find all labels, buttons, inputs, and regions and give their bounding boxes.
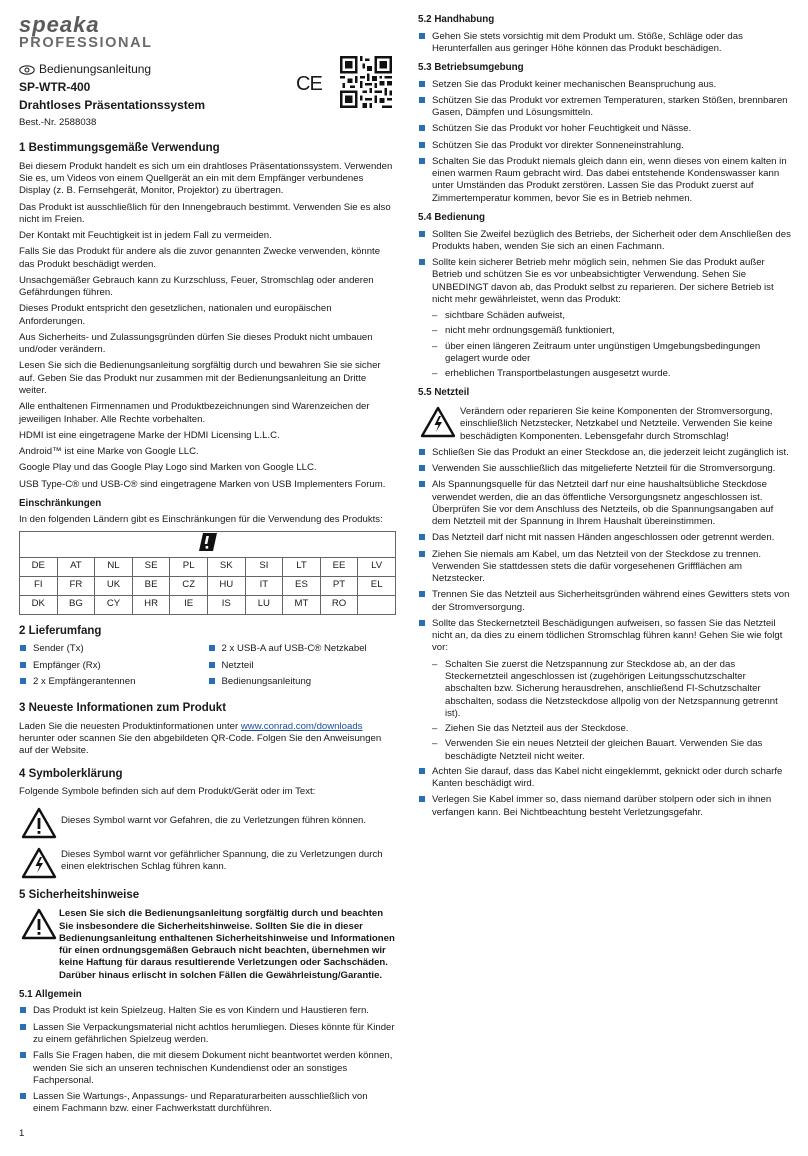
s1-paragraph: Falls Sie das Produkt für andere als die zuvor genannten Zwecke verwenden, könnte das Produkt beschädigt werden. [19,246,381,270]
restrictions-title: Einschränkungen [19,497,102,509]
country-row [20,576,396,595]
list-item: Netzteil [208,660,397,672]
operation-list [418,229,791,307]
list-item: Ziehen Sie niemals am Kabel, um das Netzteil von der Steckdose zu trennen. Verwenden Sie stattdessen stets die dafür vorgesehenen Griffflächen am Netzstecker. [418,549,791,586]
s1-paragraph: Alle enthaltenen Firmennamen und Produktbezeichnungen sind Warenzeichen der jeweiligen Inhaber. Alle Rechte vorbehalten. [19,401,370,425]
list-item: Empfänger (Rx) [19,660,208,672]
section-5-4-title: 5.4 Bedienung [418,211,485,223]
environment-list [418,79,791,205]
s4-intro: Folgende Symbole befinden sich auf dem Produkt/Gerät oder im Text: [19,786,316,798]
list-item: Verwenden Sie ausschließlich das mitgelieferte Netzteil für die Stromversorgung. [418,463,791,475]
general-list [19,1005,396,1115]
symbol-row [19,847,396,879]
s3-text: Laden Sie die neuesten Produktinformationen unter [19,720,241,732]
power-warning [418,406,791,443]
s1-paragraph: Bei diesem Produkt handelt es sich um ein drahtloses Präsentationssystem. Verwenden Sie es, um Videos von einem Quellgerät an ein mit dem Empfänger verbundenes Display (z. B. Fernsehgerät, Monitor, Projektor) zu übertragen. [19,160,393,197]
warning-text: Dieses Symbol warnt vor Gefahren, die zu Verletzungen führen können. [61,814,367,826]
list-item: Bedienungsanleitung [208,676,397,688]
brand-name: speaka [19,12,100,37]
country-cell: MT [283,595,321,614]
country-cell: HR [132,595,170,614]
list-item: Sollte kein sicherer Betrieb mehr möglich sein, nehmen Sie das Produkt außer Betrieb und schützen Sie es vor unbeabsichtigter Verwendung. Sehen Sie UNBEDINGT davon ab, das Produkt selbst zu reparieren. Der sichere Betrieb ist nicht mehr gewährleistet, wenn das Produkt: [418,257,791,306]
s1-paragraph: Android™ ist eine Marke von Google LLC. [19,446,199,458]
list-item: Sollten Sie Zweifel bezüglich des Betriebs, der Sicherheit oder dem Anschließen des Produkts haben, wenden Sie sich an einen Fachmann. [418,229,791,254]
warning-icon [19,807,59,839]
right-column [418,14,791,823]
list-item: Verlegen Sie Kabel immer so, dass niemand darüber stolpern oder sich in ihnen verfangen kann. Bei Nichtbeachtung besteht Verletzungsgefahr. [418,794,791,819]
dash-item: – Ziehen Sie das Netzteil aus der Steckdose. [432,723,791,735]
dash-item: – über einen längeren Zeitraum unter ungünstigen Umgebungsbedingungen gelagert wurde oder [432,341,791,366]
country-cell: FR [57,576,95,595]
restrictions-text: In den folgenden Ländern gibt es Einschränkungen für die Verwendung des Produkts: [19,514,383,526]
country-cell: IT [245,576,283,595]
country-cell: BG [57,595,95,614]
handling-list [418,31,791,56]
country-cell: ES [283,576,321,595]
list-item: Falls Sie Fragen haben, die mit diesem Dokument nicht beantwortet werden können, wenden Sie sich an unseren technischen Kundendienst oder an sonstiges Fachpersonal. [19,1050,396,1087]
dash-item: – nicht mehr ordnungsgemäß funktioniert, [432,325,791,337]
list-item: Trennen Sie das Netzteil aus Sicherheitsgründen während eines Gewitters stets von der Stromversorgung. [418,589,791,614]
dash-item: – Schalten Sie zuerst die Netzspannung zur Steckdose ab, an der das Steckernetzteil angeschlossen ist (zugehörigen Leitungsschutzschalter abschalten bzw. Sicherung herausdrehen, anschließend FI-Schutzschalter abschalten, sodass die Netzsteckdose allpolig von der Netzspannung getrennt ist). [432,659,791,720]
list-item: Schützen Sie das Produkt vor hoher Feuchtigkeit und Nässe. [418,123,791,135]
operation-dash-list [418,310,791,380]
order-number: Best.-Nr. 2588038 [19,117,97,129]
model-number: SP-WTR-400 [19,80,91,95]
list-item: 2 x Empfängerantennen [19,676,208,688]
list-item: Schützen Sie das Produkt vor extremen Temperaturen, starken Stößen, brennbaren Gasen, Dämpfen und Lösungsmitteln. [418,95,791,120]
section-1-title: 1 Bestimmungsgemäße Verwendung [19,142,220,154]
page-number: 1 [19,1128,25,1139]
country-cell: FI [20,576,58,595]
brand-logo [19,14,396,54]
country-cell: EL [358,576,396,595]
country-cell: NL [95,557,133,576]
country-table [19,531,396,615]
country-cell: IS [207,595,245,614]
country-cell: SI [245,557,283,576]
s1-paragraph: Aus Sicherheits- und Zulassungsgründen dürfen Sie dieses Produkt nicht umbauen und/oder verändern. [19,331,373,356]
country-cell: HU [207,576,245,595]
s1-paragraph: Das Produkt ist ausschließlich für den Innengebrauch bestimmt. Verwenden Sie es also nicht im Freien. [19,201,391,225]
country-cell: RO [320,595,358,614]
list-item: Schützen Sie das Produkt vor direkter Sonneneinstrahlung. [418,140,791,152]
list-item: Gehen Sie stets vorsichtig mit dem Produkt um. Stöße, Schläge oder das Herunterfallen aus geringer Höhe können das Produkt beschädigen. [418,31,791,56]
country-cell: SE [132,557,170,576]
s1-paragraph: USB Type-C® und USB-C® sind eingetragene Marken von USB Implementers Forum. [19,478,386,490]
s1-paragraph: Lesen Sie sich die Bedienungsanleitung sorgfältig durch und bewahren Sie sie sicher auf. Geben Sie das Produkt nur zusammen mit der Bedienungsanleitung an Dritte weiter. [19,360,381,396]
list-item: Schalten Sie das Produkt niemals gleich dann ein, wenn dieses von einem kalten in einen warmen Raum gebracht wird. Das dabei entstehende Kondenswasser kann unter Umständen das Produkt zerstören. Lassen Sie das Produkt zuerst auf Zimmertemperatur kommen, bevor Sie es in Betrieb nehmen. [418,156,791,205]
power-list [418,447,791,655]
voltage-warning-text: Dieses Symbol warnt vor gefährlicher Spannung, die zu Verletzungen durch einen elektrischen Schlag führen kann. [61,848,383,872]
product-name: Drahtloses Präsentationssystem [19,97,206,112]
power-dash-list [418,659,791,763]
s1-paragraph: Dieses Produkt entspricht den gesetzlichen, nationalen und europäischen Anforderungen. [19,303,332,327]
restriction-icon [197,532,219,552]
s1-paragraph: Unsachgemäßer Gebrauch kann zu Kurzschluss, Feuer, Stromschlag oder anderen Gefährdungen führen. [19,274,374,299]
delivery-list [19,643,396,692]
section-5-title: 5 Sicherheitshinweise [19,888,140,901]
restriction-icon-cell [20,531,396,557]
section-5-1-title: 5.1 Allgemein [19,988,82,1000]
dash-item: – erheblichen Transportbelastungen ausgesetzt wurde. [432,368,791,380]
dash-item: – Verwenden Sie ein neues Netzteil der gleichen Bauart. Verwenden Sie das beschädigte Netzteil nicht weiter. [432,738,791,763]
downloads-link[interactable]: www.conrad.com/downloads [240,720,363,732]
country-cell: PL [170,557,208,576]
country-cell: EE [320,557,358,576]
country-row [20,595,396,614]
power-warning-text: Verändern oder reparieren Sie keine Komponenten der Stromversorgung, einschließlich Netzstecker, Netzkabel und Netzteile. Verwenden Sie keine beschädigten Komponenten. Lebensgefahr durch Stromschlag! [460,405,773,442]
qr-code-icon [340,56,392,108]
power-list-end [418,766,791,819]
country-cell: LV [358,557,396,576]
country-cell: CY [95,595,133,614]
delivery-list-left [19,643,208,692]
section-5-5-title: 5.5 Netzteil [418,387,470,399]
brand-sub: PROFESSIONAL [19,35,153,51]
eye-icon [19,65,35,75]
ce-mark-icon: CE [296,73,322,95]
section-5-2-title: 5.2 Handhabung [418,14,495,25]
manual-label: Bedienungsanleitung [39,62,152,76]
country-cell: PT [320,576,358,595]
section-5-3-title: 5.3 Betriebsumgebung [418,62,524,74]
country-cell: SK [207,557,245,576]
list-item: Schließen Sie das Produkt an einer Steckdose an, die jederzeit leicht zugänglich ist. [418,447,791,459]
delivery-list-right [208,643,397,692]
country-cell: CZ [170,576,208,595]
s1-paragraph: HDMI ist eine eingetragene Marke der HDMI Licensing L.L.C. [19,429,280,441]
document-header [19,62,396,132]
country-cell: IE [170,595,208,614]
list-item: Achten Sie darauf, dass das Kabel nicht eingeklemmt, geknickt oder durch scharfe Kanten beschädigt wird. [418,766,791,791]
section-4-title: 4 Symbolerklärung [19,767,123,780]
list-item: Als Spannungsquelle für das Netzteil darf nur eine haushaltsübliche Steckdose verwendet werden, die an das öffentliche Versorgungsnetz angeschlossen ist. Überprüfen Sie vor dem Anschluss des Netzteils, ob die Spannungsangaben auf dem Netzteil mit der Spannung in Ihrem Haushalt übereinstimmen. [418,479,791,528]
s1-paragraph: Google Play und das Google Play Logo sind Marken von Google LLC. [19,462,317,474]
safety-notice [19,908,396,982]
section-3-title: 3 Neueste Informationen zum Produkt [19,702,227,715]
list-item: 2 x USB-A auf USB-C® Netzkabel [208,643,397,655]
s3-text: herunter oder scannen Sie den abgebildeten QR-Code. Folgen Sie den Anweisungen auf der Website. [19,733,382,757]
list-item: Sender (Tx) [19,643,208,655]
country-cell: DE [20,557,58,576]
symbol-row [19,807,396,839]
safety-notice-text: Lesen Sie sich die Bedienungsanleitung sorgfältig durch und beachten Sie insbesondere die Sicherheitshinweise. Sollten Sie die in dieser Bedienungsanleitung enthaltenen Sicherheitshinweise und Informationen für einen ordnungsgemäßen Gebrauch nicht beachten, übernehmen wir keine Haftung für daraus resultierende Verletzungen oder Sachschäden. Darüber hinaus erlischt in solchen Fällen die Gewährleistung/Garantie. [59,908,395,981]
country-cell: LU [245,595,283,614]
list-item: Setzen Sie das Produkt keiner mechanischen Beanspruchung aus. [418,79,791,91]
warning-icon [19,908,59,940]
electric-shock-icon [19,847,59,879]
country-cell: BE [132,576,170,595]
dash-item: – sichtbare Schäden aufweist, [432,310,791,322]
left-column [19,14,396,1120]
list-item: Lassen Sie Verpackungsmaterial nicht achtlos herumliegen. Dieses könnte für Kinder zu einem gefährlichen Spielzeug werden. [19,1022,396,1047]
country-cell [358,595,396,614]
s1-paragraph: Der Kontakt mit Feuchtigkeit ist in jedem Fall zu vermeiden. [19,230,272,242]
electric-shock-icon [418,406,458,438]
list-item: Lassen Sie Wartungs-, Anpassungs- und Reparaturarbeiten ausschließlich von einem Fachmann bzw. einer Fachwerkstatt durchführen. [19,1091,396,1116]
list-item: Das Produkt ist kein Spielzeug. Halten Sie es von Kindern und Haustieren fern. [19,1005,396,1017]
list-item: Sollte das Steckernetzteil Beschädigungen aufweisen, so fassen Sie das Netzteil nicht an, da dies zu einem tödlichen Stromschlag führen kann! Gehen Sie wie folgt vor: [418,618,791,655]
country-cell: UK [95,576,133,595]
country-cell: LT [283,557,321,576]
list-item: Das Netzteil darf nicht mit nassen Händen angeschlossen oder getrennt werden. [418,532,791,544]
country-row [20,557,396,576]
s3-paragraph [19,721,396,758]
section-2-title: 2 Lieferumfang [19,624,102,637]
country-cell: AT [57,557,95,576]
country-cell: DK [20,595,58,614]
